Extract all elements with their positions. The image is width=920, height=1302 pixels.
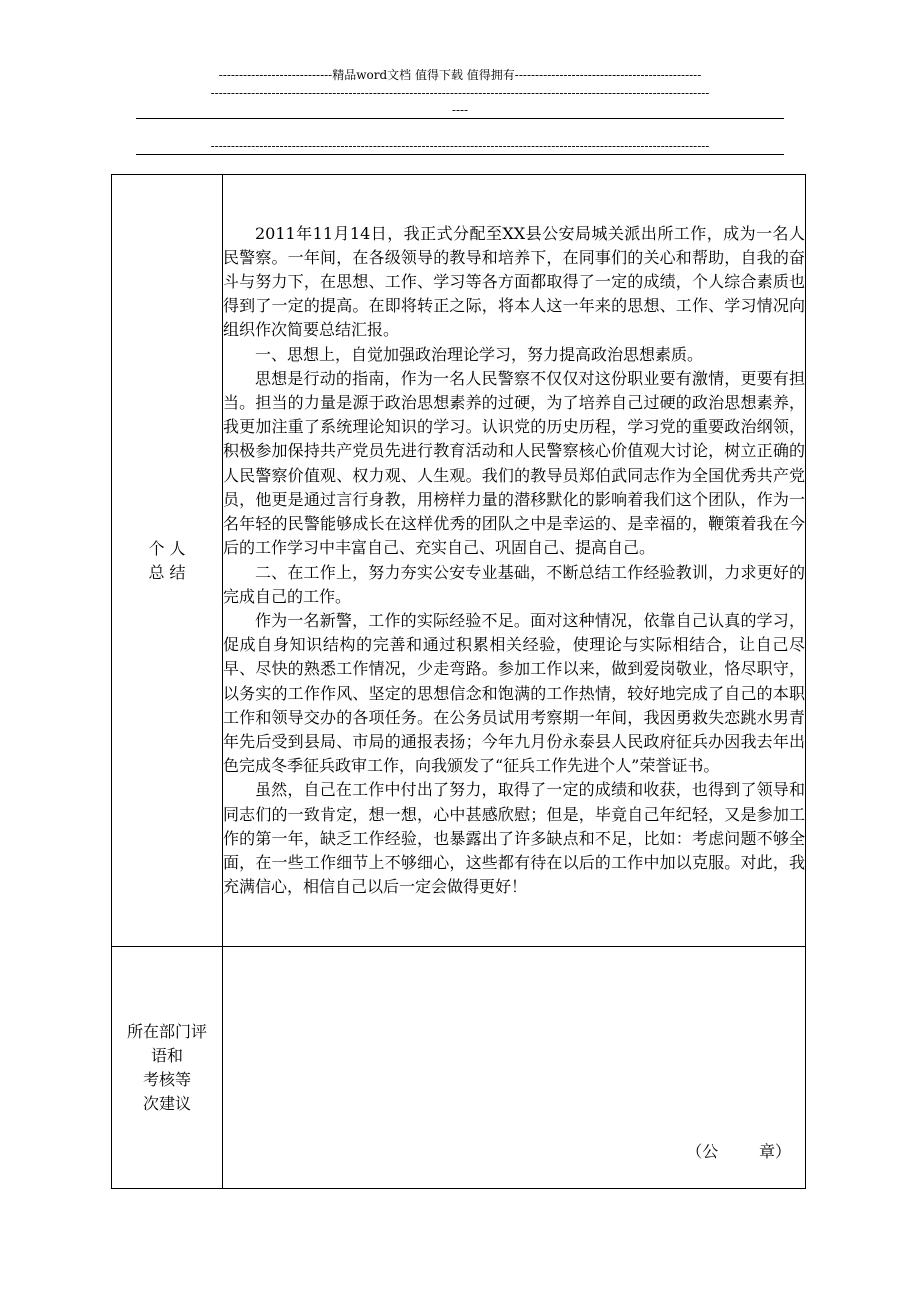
- header-dash-line: ---------------------------------------------------------------------------------------------------------------------------: [210, 86, 710, 100]
- summary-paragraph-conclusion: 虽然，自己在工作中付出了努力，取得了一定的成绩和收获，也得到了领导和同志们的一致肯定，想一想，心中甚感欣慰；但是，毕竟自己年纪轻，又是参加工作的第一年，缺乏工作经验，也暴露出了许多缺点和不足，比如：考虑问题不够全面，在一些工作细节上不够细心，这些都有待在以后的工作中加以克服。对此，我充满信心，相信自己以后一定会做得更好！: [223, 780, 805, 897]
- official-seal-text: （公 章）: [686, 1142, 791, 1161]
- personal-summary-content: [223, 175, 806, 947]
- summary-paragraph-intro: 2011年11月14日，我正式分配至XX县公安局城关派出所工作，成为一名人民警察。一年间，在各级领导的教导和培养下，在同事们的关心和帮助，自我的奋斗与努力下，在思想、工作、学习等各方面都取得了一定的成绩，个人综合素质也得到了一定的提高。在即将转正之际，将本人这一年来的思想、工作、学习情况向组织作次简要总结汇报。: [223, 223, 805, 340]
- personal-summary-row: [112, 175, 806, 947]
- summary-heading-work: 二、在工作上，努力夯实公安专业基础，不断总结工作经验教训，力求更好的完成自己的工作。: [223, 562, 805, 606]
- personal-summary-label: 个 人 总 结: [112, 175, 223, 947]
- department-review-row: [112, 947, 806, 1189]
- header-slogan: ----------------------------精品word文档 值得下载 值得拥有----------------------------------------------: [218, 68, 702, 82]
- evaluation-form-table: [111, 174, 806, 1189]
- header-dash-line-2: ---------------------------------------------------------------------------------------------------------------------------: [210, 139, 710, 153]
- summary-paragraph-thought: 思想是行动的指南，作为一名人民警察不仅仅对这份职业要有激情，更要有担当。担当的力量是源于政治思想素养的过硬，为了培养自己过硬的政治思想素养，我更加注重了系统理论知识的学习。认识党的历史历程，学习党的重要政治纲领，积极参加保持共产党员先进行教育活动和人民警察核心价值观大讨论，树立正确的人民警察价值观、权力观、人生观。我们的教导员郑伯武同志作为全国优秀共产党员，他更是通过言行身教，用榜样力量的潜移默化的影响着我们这个团队，作为一名年轻的民警能够成长在这样优秀的团队之中是幸运的、是幸福的，鞭策着我在今后的工作学习中丰富自己、充实自己、巩固自己、提高自己。: [223, 368, 805, 558]
- header-rule-top: [136, 118, 784, 119]
- header-dash-tail: ----: [451, 103, 469, 117]
- summary-heading-thought: 一、思想上，自觉加强政治理论学习，努力提高政治思想素质。: [255, 344, 704, 364]
- department-review-content[interactable]: [223, 947, 806, 1189]
- summary-paragraph-work: 作为一名新警，工作的实际经验不足。面对这种情况，依靠自己认真的学习，促成自身知识结构的完善和通过积累相关经验，使理论与实际相结合，让自己尽早、尽快的熟悉工作情况，少走弯路。参加工作以来，做到爱岗敬业，恪尽职守，以务实的工作作风、坚定的思想信念和饱满的工作热情，较好地完成了自己的本职工作和领导交办的各项任务。在公务员试用考察期一年间，我因勇救失恋跳水男青年先后受到县局、市局的通报表扬；今年九月份永泰县人民政府征兵办因我去年出色完成冬季征兵政审工作，向我颁发了“征兵工作先进个人”荣誉证书。: [223, 610, 805, 776]
- header-rule-bottom: [136, 154, 784, 155]
- department-review-label: 所在部门评 语和 考核等 次建议: [112, 947, 223, 1189]
